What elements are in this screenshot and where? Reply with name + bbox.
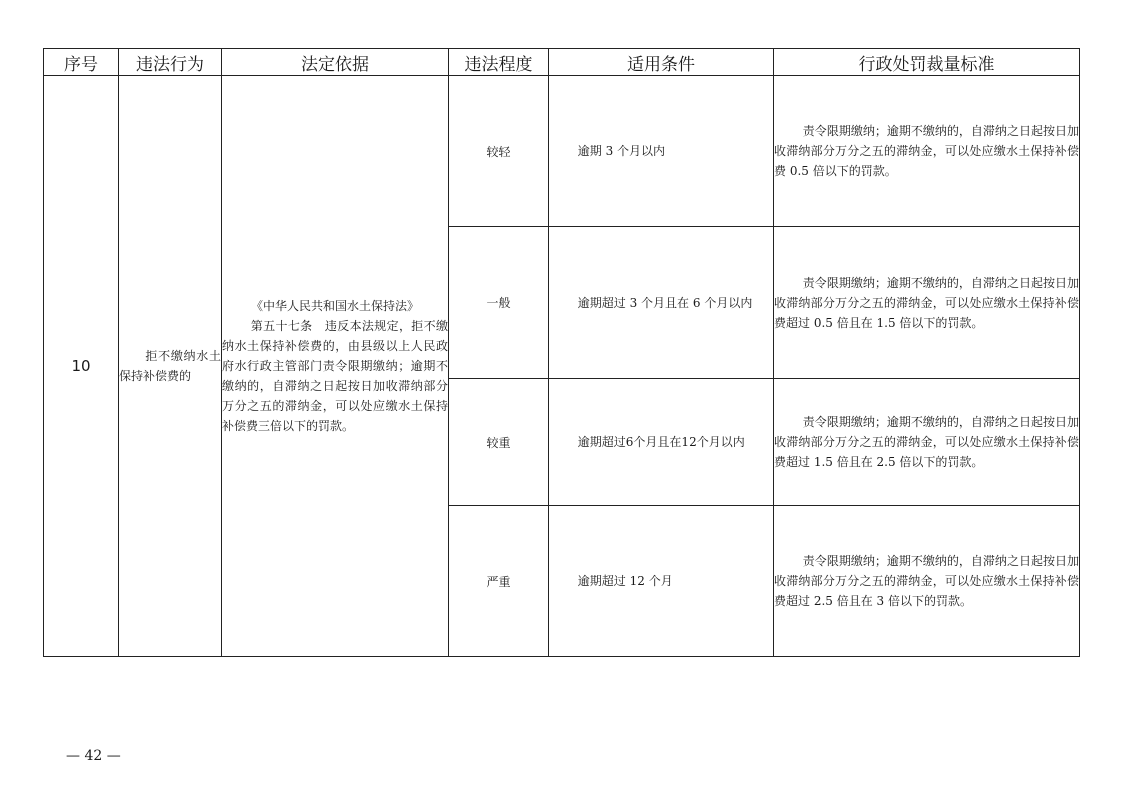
header-legal-basis: 法定依据 <box>222 49 449 76</box>
severity-cell: 较轻 <box>449 76 549 227</box>
header-serial-number: 序号 <box>44 49 119 76</box>
violation-cell: 拒不缴纳水土保持补偿费的 <box>119 76 222 657</box>
header-severity: 违法程度 <box>449 49 549 76</box>
legal-basis-cell <box>222 76 449 657</box>
severity-cell: 一般 <box>449 227 549 379</box>
condition-cell: 逾期超过6个月且在12个月以内 <box>549 379 774 506</box>
page-number: — 42 — <box>66 748 121 764</box>
severity-cell: 严重 <box>449 506 549 657</box>
penalty-standard-table <box>43 48 1080 657</box>
penalty-standard-cell: 责令限期缴纳；逾期不缴纳的，自滞纳之日起按日加收滞纳部分万分之五的滞纳金，可以处应缴水土保持补偿费超过 2.5 倍且在 3 倍以下的罚款。 <box>774 506 1080 657</box>
legal-basis-title: 《中华人民共和国水土保持法》 <box>250 299 419 313</box>
condition-cell: 逾期超过 12 个月 <box>549 506 774 657</box>
penalty-standard-cell: 责令限期缴纳；逾期不缴纳的，自滞纳之日起按日加收滞纳部分万分之五的滞纳金，可以处应缴水土保持补偿费 0.5 倍以下的罚款。 <box>774 76 1080 227</box>
penalty-standard-cell: 责令限期缴纳；逾期不缴纳的，自滞纳之日起按日加收滞纳部分万分之五的滞纳金，可以处应缴水土保持补偿费超过 0.5 倍且在 1.5 倍以下的罚款。 <box>774 227 1080 379</box>
header-violation: 违法行为 <box>119 49 222 76</box>
header-condition: 适用条件 <box>549 49 774 76</box>
serial-number-cell: 10 <box>44 76 119 657</box>
table-row <box>44 76 1080 227</box>
condition-cell: 逾期超过 3 个月且在 6 个月以内 <box>549 227 774 379</box>
header-penalty-standard: 行政处罚裁量标准 <box>774 49 1080 76</box>
legal-basis-body: 第五十七条 违反本法规定，拒不缴纳水土保持补偿费的，由县级以上人民政府水行政主管部门责令限期缴纳；逾期不缴纳的，自滞纳之日起按日加收滞纳部分万分之五的滞纳金，可以处应缴水土保持补偿费三倍以下的罚款。 <box>222 319 448 433</box>
table-header-row <box>44 49 1080 76</box>
condition-cell: 逾期 3 个月以内 <box>549 76 774 227</box>
severity-cell: 较重 <box>449 379 549 506</box>
penalty-standard-cell: 责令限期缴纳；逾期不缴纳的，自滞纳之日起按日加收滞纳部分万分之五的滞纳金，可以处应缴水土保持补偿费超过 1.5 倍且在 2.5 倍以下的罚款。 <box>774 379 1080 506</box>
